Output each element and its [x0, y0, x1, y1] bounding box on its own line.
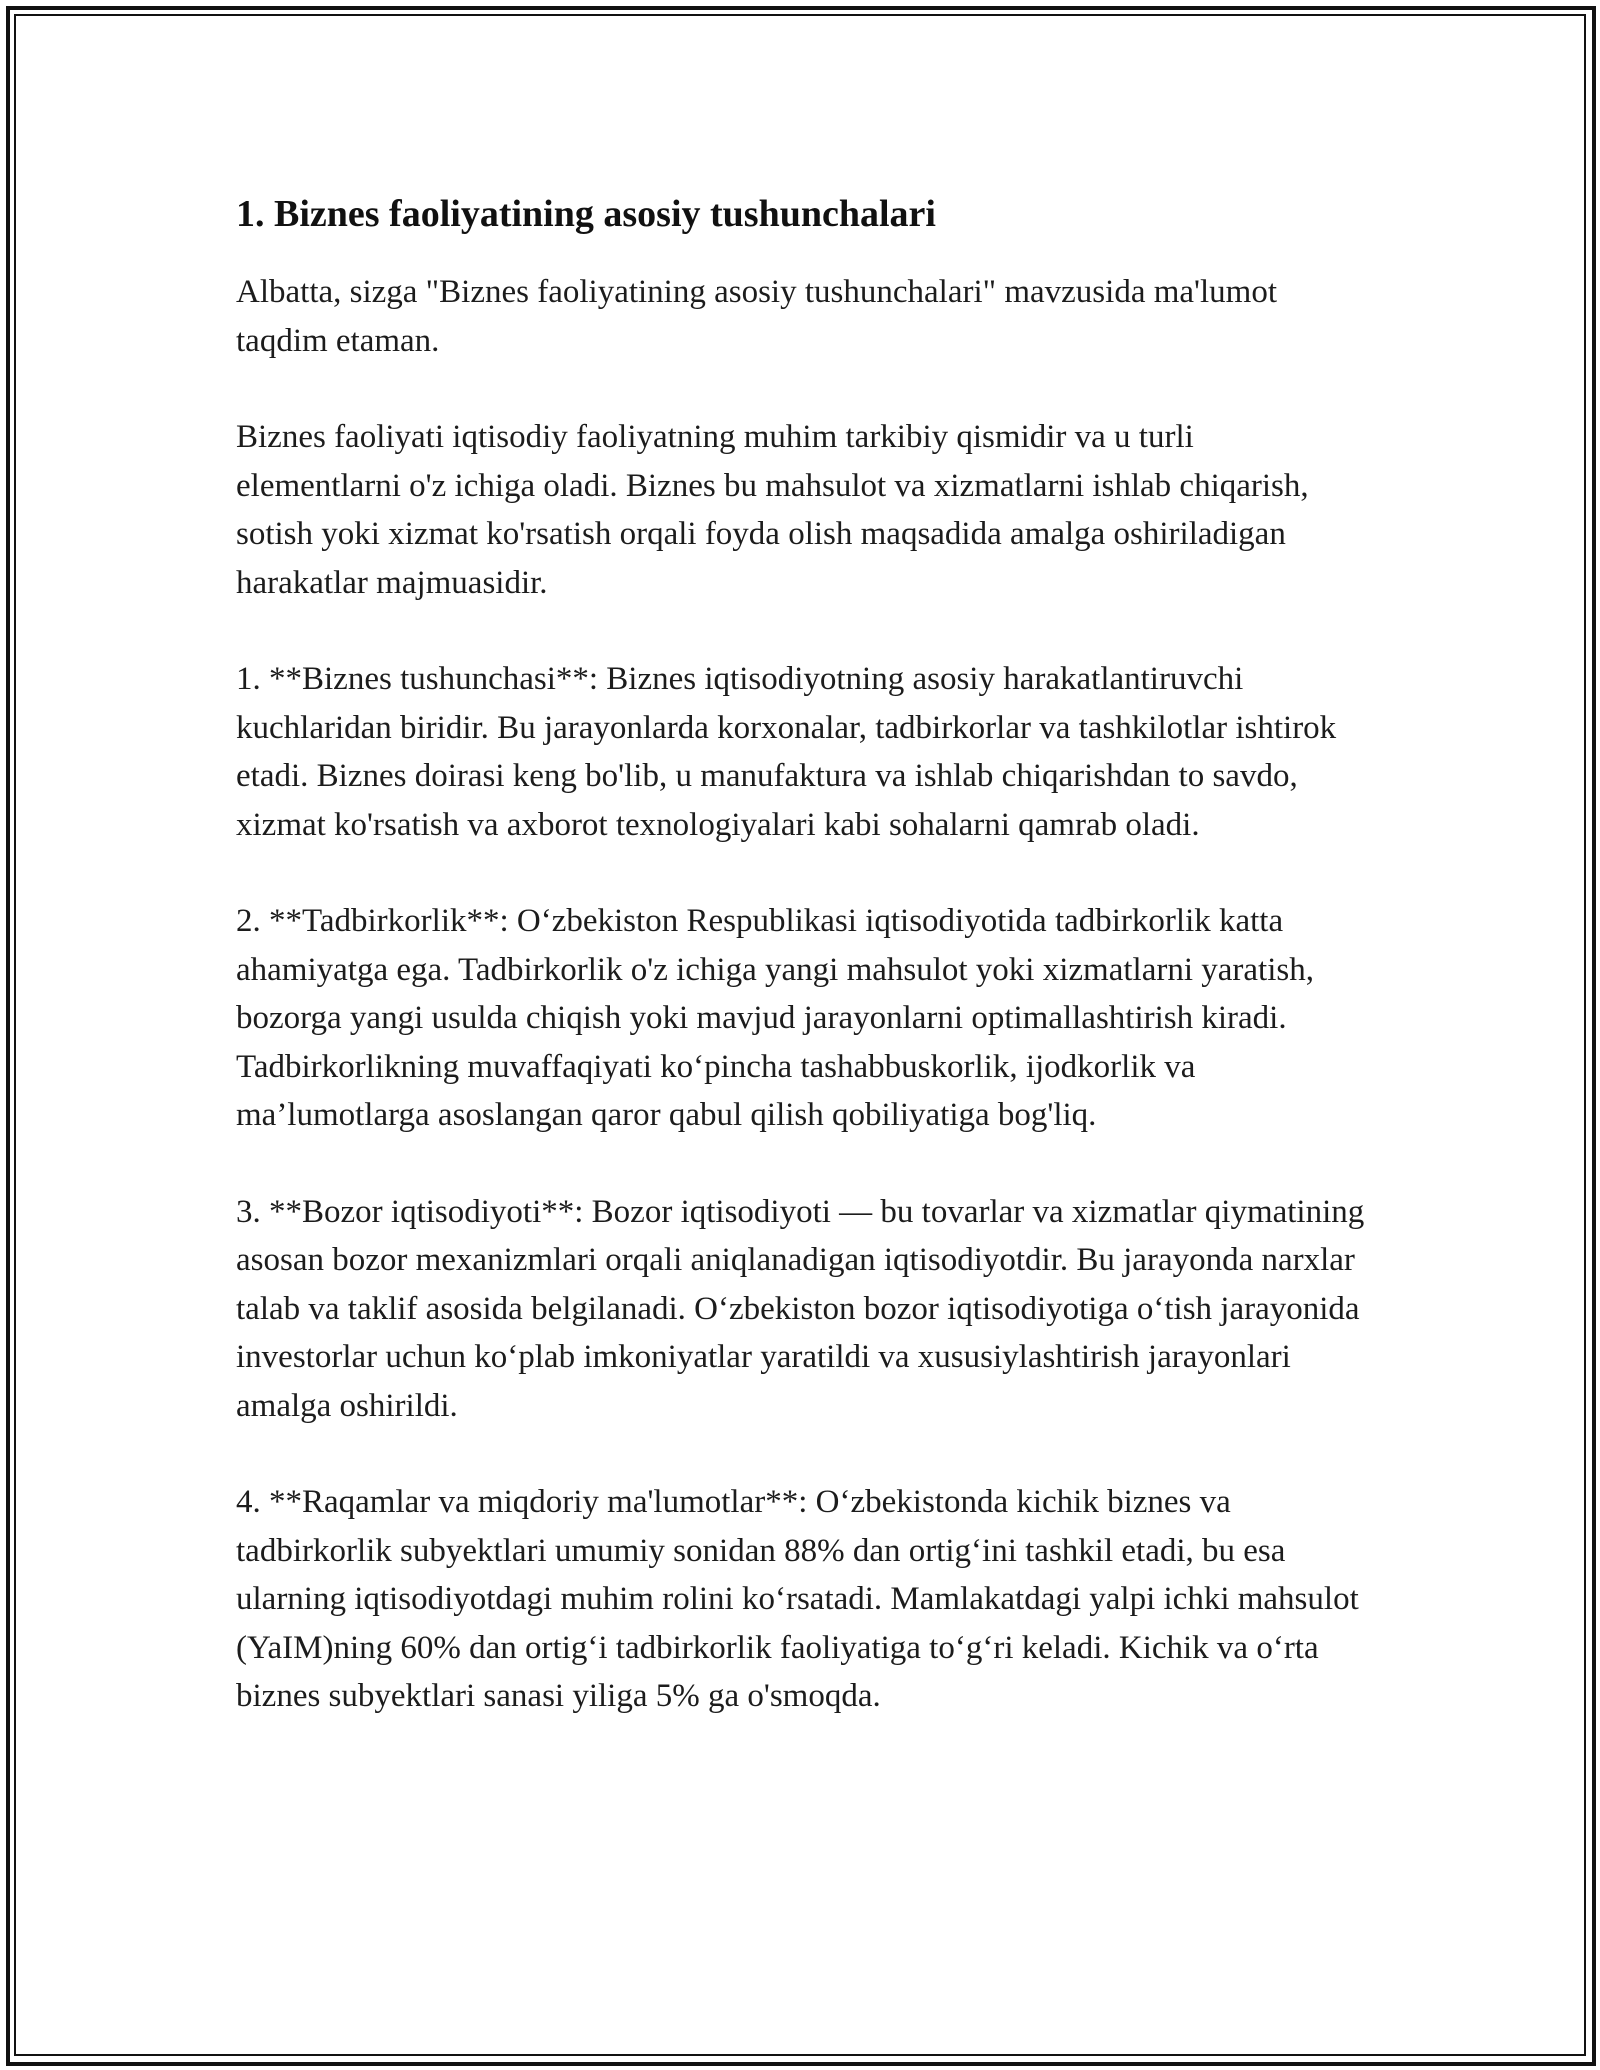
section-bozor-iqtisodiyoti: 3. **Bozor iqtisodiyoti**: Bozor iqtisodiyoti — bu tovarlar va xizmatlar qiymatining asosan bozor mexanizmlari orqali aniqlanadigan iqtisodiyotdir. Bu jarayonda narxlar talab va taklif asosida belgilanadi. O‘zbekiston bozor iqtisodiyotiga o‘tish jarayonida investorlar uchun ko‘plab imkoniyatlar yaratildi va xususiylashtirish jarayonlari amalga oshirildi.	[236, 1193, 1365, 1424]
document-body	[236, 188, 1366, 1769]
intro-paragraph: Albatta, sizga "Biznes faoliyatining asosiy tushunchalari" mavzusida ma'lumot taqdim etaman.	[236, 274, 1277, 359]
section-tadbirkorlik: 2. **Tadbirkorlik**: O‘zbekiston Respublikasi iqtisodiyotida tadbirkorlik katta ahamiyatga ega. Tadbirkorlik o'z ichiga yangi mahsulot yoki xizmatlarni yaratish, bozorga yangi usulda chiqish yoki mavjud jarayonlarni optimallashtirish kiradi. Tadbirkorlikning muvaffaqiyati ko‘pincha tashabbuskorlik, ijodkorlik va ma’lumotlarga asoslangan qaror qabul qilish qobiliyatiga bog'liq.	[236, 903, 1314, 1133]
definition-paragraph: Biznes faoliyati iqtisodiy faoliyatning muhim tarkibiy qismidir va u turli elementlarni o'z ichiga oladi. Biznes bu mahsulot va xizmatlarni ishlab chiqarish, sotish yoki xizmat ko'rsatish orqali foyda olish maqsadida amalga oshiriladigan harakatlar majmuasidir.	[236, 419, 1309, 601]
document-title: 1. Biznes faoliyatining asosiy tushunchalari	[236, 193, 936, 235]
section-raqamlar: 4. **Raqamlar va miqdoriy ma'lumotlar**: O‘zbekistonda kichik biznes va tadbirkorlik subyektlari umumiy sonidan 88% dan ortig‘ini tashkil etadi, bu esa ularning iqtisodiyotdagi muhim rolini ko‘rsatadi. Mamlakatdagi yalpi ichki mahsulot (YaIM)ning 60% dan ortig‘i tadbirkorlik faoliyatiga to‘g‘ri keladi. Kichik va o‘rta biznes subyektlari sanasi yiliga 5% ga o'smoqda.	[236, 1484, 1359, 1714]
section-biznes-tushunchasi: 1. **Biznes tushunchasi**: Biznes iqtisodiyotning asosiy harakatlantiruvchi kuchlaridan biridir. Bu jarayonlarda korxonalar, tadbirkorlar va tashkilotlar ishtirok etadi. Biznes doirasi keng bo'lib, u manufaktura va ishlab chiqarishdan to savdo, xizmat ko'rsatish va axborot texnologiyalari kabi sohalarni qamrab oladi.	[236, 661, 1337, 843]
